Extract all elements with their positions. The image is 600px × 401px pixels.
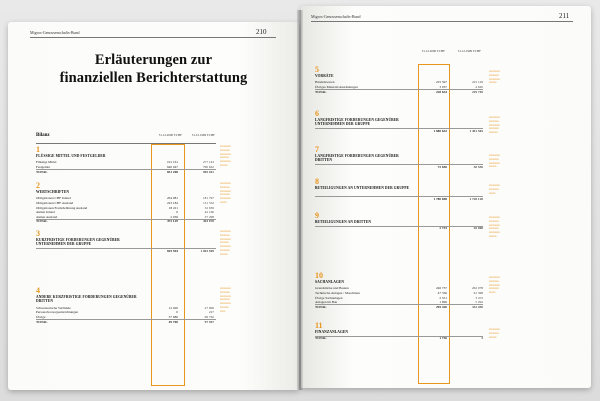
row-label: Schweizerische Verbände xyxy=(36,305,71,310)
value-2000: 640 047 xyxy=(166,165,178,169)
value-2000: 223 184 xyxy=(166,201,178,205)
row-label: Personalvorsorgeeinrichtungen xyxy=(36,310,79,315)
side-note-2: ▪▪▪▪▪▪▪▪▪▪ ▪▪▪▪▪▪▪▪▪ ▪▪▪▪▪▪▪▪▪▪ ▪▪▪▪▪▪▪▪▪ ▪▪▪▪▪▪▪▪▪▪ ▪▪▪▪▪▪ xyxy=(220,181,231,204)
value-2000: 2 551 xyxy=(439,295,447,300)
table-total-row xyxy=(315,336,483,340)
value-1999: 227 xyxy=(208,310,214,315)
page-title-line2: finanziellen Berichterstattung xyxy=(59,70,248,86)
value-1999: 26 008 xyxy=(473,226,483,231)
value-1999: 404 078 xyxy=(202,219,214,224)
side-note-11: ▪▪▪▪▪▪▪▪▪▪ ▪▪▪▪▪▪▪▪▪ ▪▪▪▪▪▪▪ xyxy=(489,327,500,339)
section-number: 8 xyxy=(315,177,319,186)
section-number: 6 xyxy=(315,109,319,118)
value-1999: 32 639 xyxy=(204,205,214,210)
row-label: TOTAL xyxy=(315,89,327,94)
row-label: Grundstücke und Bauten xyxy=(315,286,349,291)
value-2000: 0 xyxy=(176,210,178,215)
table-row xyxy=(315,80,483,84)
row-label: Flüssige Mittel xyxy=(36,160,57,165)
table-row xyxy=(36,310,216,314)
side-note-8: ▪▪▪▪▪▪▪▪▪▪ ▪▪▪▪▪▪▪▪▪ ▪▪▪▪▪▪ xyxy=(489,183,500,195)
row-label: TOTAL xyxy=(36,319,48,324)
row-label: TOTAL xyxy=(315,304,327,309)
value-1999: 1 401 565 xyxy=(469,128,483,133)
value-1999: 277 143 xyxy=(202,160,214,165)
row-label: Aktien Ausland xyxy=(36,214,58,219)
row-label: Obligationen CHF Ausland xyxy=(36,201,74,205)
value-1999: 37 298 xyxy=(204,214,214,219)
value-2000: 831 208 xyxy=(166,169,178,174)
side-note-4: ▪▪▪▪▪▪▪▪▪▪ ▪▪▪▪▪▪▪▪▪ ▪▪▪▪▪▪▪▪▪▪ ▪▪▪▪▪▪▪▪▪ ▪▪▪▪▪▪▪▪▪▪ ▪▪▪▪▪▪▪▪ ▪▪▪▪▪ xyxy=(220,286,231,313)
section-number: 1 xyxy=(36,145,40,154)
value-2000: 1 736 xyxy=(439,336,447,341)
highlight-column-2000 xyxy=(151,144,185,386)
row-label: Handelswaren xyxy=(315,80,335,85)
section-label: Bilanz xyxy=(36,133,50,138)
side-note-1: ▪▪▪▪▪▪▪▪▪▪ ▪▪▪▪▪▪▪▪▪ ▪▪▪▪▪▪▪▪▪▪ ▪▪▪▪▪▪▪▪ ▪▪▪▪▪▪▪▪▪▪ ▪▪▪▪▪▪▪ xyxy=(220,144,231,167)
row-label: TOTAL xyxy=(315,336,327,341)
side-note-7: ▪▪▪▪▪▪▪▪▪▪ ▪▪▪▪▪▪▪▪▪ ▪▪▪▪▪▪▪▪▪▪ ▪▪▪▪▪▪▪ xyxy=(489,153,500,169)
value-2000: 1 780 698 xyxy=(433,196,447,201)
page-number: 210 xyxy=(256,28,267,36)
column-header-2000: 31.12.2000 TCHF xyxy=(421,49,445,53)
value-1999: 27 906 xyxy=(204,305,214,310)
left-page xyxy=(8,22,299,390)
row-label: Übriges Material/Ausrüstungen xyxy=(315,85,358,89)
table-total-row xyxy=(36,320,216,324)
table-row xyxy=(36,196,216,200)
value-2000: 246 737 xyxy=(435,286,447,291)
section-number: 4 xyxy=(36,286,40,295)
value-1999: 97 947 xyxy=(204,319,214,324)
value-2000: 1 696 xyxy=(439,300,447,305)
column-header-1999: 31.12.1999 TCHF xyxy=(191,133,215,137)
table-row xyxy=(36,210,216,214)
value-1999: 69 762 xyxy=(204,315,214,319)
section-title: FINANZANLAGEN xyxy=(315,330,349,334)
value-1999: 225 129 xyxy=(471,80,483,85)
table-row xyxy=(315,286,483,290)
table-row xyxy=(315,296,483,300)
value-2000: 72 656 xyxy=(437,164,447,169)
value-2000: 191 161 xyxy=(166,160,178,165)
value-2000: 49 700 xyxy=(168,319,178,324)
row-label: TOTAL xyxy=(36,219,48,224)
section-number: 3 xyxy=(36,229,40,238)
value-1999: 3 xyxy=(481,336,483,341)
table-row xyxy=(315,291,483,295)
table-row xyxy=(36,201,216,205)
row-label: Festgelder xyxy=(36,165,51,169)
section-title: WERTSCHRIFTEN xyxy=(36,190,70,194)
section-number: 5 xyxy=(315,65,319,74)
value-2000: 1 680 632 xyxy=(433,128,447,133)
section-title: SACHANLAGEN xyxy=(315,280,345,284)
value-2000: 225 597 xyxy=(435,80,447,85)
value-1999: 30 530 xyxy=(473,164,483,169)
row-label: Übrige Sachanlagen xyxy=(315,295,343,300)
row-label: Technische Anlagen / Maschinen xyxy=(315,291,360,295)
value-2000: 12 020 xyxy=(168,305,178,310)
value-1999: 5 292 xyxy=(475,300,483,305)
column-header-2000: 31.12.2000 TCHF xyxy=(158,133,182,137)
row-label: Obligationen CHF Inland xyxy=(36,196,71,201)
value-1999: 4 620 xyxy=(475,85,483,89)
value-2000: 295 420 xyxy=(435,304,447,309)
section-number: 11 xyxy=(315,321,323,330)
table-row xyxy=(36,160,216,164)
value-2000: 18 221 xyxy=(168,205,178,210)
column-header-1999: 31.12.1999 TCHF xyxy=(457,49,481,53)
section-title: ANDERE KURZFRISTIGE FORDERUNGEN GEGENÜBER DRITTEN xyxy=(36,295,137,304)
table-total-row xyxy=(315,305,483,309)
section-title: BETEILIGUNGEN AN DRITTEN xyxy=(315,220,372,224)
table-top-rule xyxy=(36,143,216,144)
value-1999: 332 450 xyxy=(471,304,483,309)
header-rule xyxy=(30,37,276,38)
row-label: Obligationen Fremdwährung Ausland xyxy=(36,205,88,210)
running-head: Migros-Genossenschafts-Bund xyxy=(311,14,361,19)
value-1999: 1 003 569 xyxy=(200,248,214,253)
section-number: 10 xyxy=(315,271,323,280)
side-note-5: ▪▪▪▪▪▪▪▪▪▪ ▪▪▪▪▪▪▪▪▪ ▪▪▪▪▪▪▪▪▪▪ ▪▪▪▪▪▪▪ xyxy=(489,69,500,85)
section-title: FLÜSSIGE MITTEL UND FESTGELDER xyxy=(36,154,106,158)
value-1999: 3 472 xyxy=(475,295,483,300)
section-title: VORRÄTE xyxy=(315,74,334,78)
book-gutter xyxy=(297,10,303,390)
value-1999: 181 797 xyxy=(202,196,214,201)
value-2000: 204 081 xyxy=(166,196,178,201)
value-2000: 2 039 xyxy=(170,214,178,219)
table-row xyxy=(36,306,216,310)
section-number: 2 xyxy=(36,181,40,190)
table-total-row xyxy=(36,170,216,174)
page-number: 211 xyxy=(559,12,570,20)
side-note-10: ▪▪▪▪▪▪▪▪▪▪ ▪▪▪▪▪▪▪▪▪ ▪▪▪▪▪▪▪▪▪▪ ▪▪▪▪▪▪▪▪▪ ▪▪▪▪▪▪ xyxy=(489,275,500,295)
table-row xyxy=(36,206,216,210)
value-2000: 0 xyxy=(176,310,178,315)
value-1999: 790 622 xyxy=(202,165,214,169)
value-1999: 1 728 128 xyxy=(469,196,483,201)
value-1999: 42 160 xyxy=(204,210,214,215)
header-rule xyxy=(311,21,573,22)
section-number: 9 xyxy=(315,211,319,220)
value-2000: 472 129 xyxy=(166,219,178,224)
row-label: Aktien Inland xyxy=(36,210,55,215)
table-total-row xyxy=(36,219,216,223)
value-2000: 37 680 xyxy=(168,315,178,319)
value-1999: 262 078 xyxy=(471,286,483,291)
value-1999: 905 041 xyxy=(202,169,214,174)
side-note-6: ▪▪▪▪▪▪▪▪▪▪ ▪▪▪▪▪▪▪▪▪ ▪▪▪▪▪▪▪▪▪▪ ▪▪▪▪▪▪▪▪▪ ▪▪▪▪▪▪▪▪ xyxy=(489,115,500,135)
section-title: LANGFRISTIGE FORDERUNGEN GEGENÜBER UNTERNEHMEN DER GRUPPE xyxy=(315,118,399,127)
value-2000: 825 594 xyxy=(166,248,178,253)
table-total-row xyxy=(315,90,483,94)
row-label: Übrige xyxy=(36,315,46,319)
section-title: LANGFRISTIGE FORDERUNGEN GEGENÜBER DRITTEN xyxy=(315,154,399,163)
side-note-3: ▪▪▪▪▪▪▪▪▪▪ ▪▪▪▪▪▪▪▪▪ ▪▪▪▪▪▪▪▪▪▪ ▪▪▪▪▪▪▪▪ ▪▪▪▪▪▪▪▪▪▪ ▪▪▪▪▪▪▪▪▪ ▪▪▪▪▪▪▪ xyxy=(220,229,231,256)
row-label: Anlagen im Bau xyxy=(315,300,338,305)
right-page xyxy=(301,6,591,388)
page-title-line1: Erläuterungen zur xyxy=(94,52,213,68)
value-2000: 3 037 xyxy=(439,85,447,89)
running-head: Migros-Genossenschafts-Bund xyxy=(30,30,80,35)
value-1999: 131 552 xyxy=(202,201,214,205)
section-title: BETEILIGUNGEN AN UNTERNEHMEN DER GRUPPE xyxy=(315,186,410,190)
value-1999: 61 398 xyxy=(473,291,483,295)
section-number: 7 xyxy=(315,145,319,154)
value-2000: 2 733 xyxy=(439,226,447,231)
value-2000: 47 336 xyxy=(437,291,447,295)
value-1999: 229 749 xyxy=(471,89,483,94)
section-title: KURZFRISTIGE FORDERUNGEN GEGENÜBER UNTERNEHMEN DER GRUPPE xyxy=(36,238,120,247)
value-2000: 228 634 xyxy=(435,89,447,94)
row-label: TOTAL xyxy=(36,169,48,174)
side-note-9: ▪▪▪▪▪▪▪▪▪▪ ▪▪▪▪▪▪▪▪▪ ▪▪▪▪▪▪▪▪▪▪ ▪▪▪▪▪▪▪▪▪ ▪▪▪▪▪▪▪▪▪▪ ▪▪▪▪▪▪▪ xyxy=(489,215,500,238)
